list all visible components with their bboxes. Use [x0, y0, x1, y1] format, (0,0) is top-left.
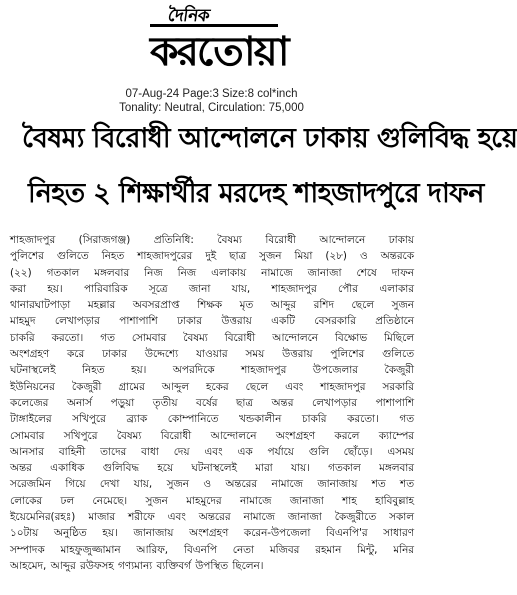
article-line: পুলিশের গুলিতে নিহত শাহজাদপুরের দুই ছাত্র সুজন মিয়া (২৮) ও অন্তরকে: [10, 250, 414, 263]
article-line: ১০টায় অনুষ্ঠিত হয়। জানাজায় অংশগ্রহণ করেন-উপজেলা বিএনপি'র সাধারণ: [10, 527, 414, 540]
masthead-large-title: করতোয়া: [150, 29, 288, 75]
article-line: ইয়েমেনির(রহঃ) মাজার শরীফে এবং অন্তরের নামাজে জানাজা কৈজুরীতে সকাল: [10, 511, 414, 524]
clipping-date-page-size: 07-Aug-24 Page:3 Size:8 col*inch: [125, 88, 298, 100]
masthead: [0, 4, 423, 80]
article-line: টাঙ্গাইলের সখিপুরে ব্র্যাক কোম্পানিতে খন্ডকালীন চাকরি করতো। গত: [10, 413, 414, 426]
article-line: মাহমুদ লেখাপড়ার পাশাপাশি ঢাকার উত্তরায় একটি বেসরকারি প্রতিষ্ঠানে: [10, 315, 414, 328]
article-line: আহমেদ, আব্দুর রউফসহ গণ্যমান্য ব্যক্তিবর্গ উপস্থিত ছিলেন।: [10, 559, 264, 572]
article-body: [10, 232, 414, 574]
article-line: সরেজমিন গিয়ে দেখা যায়, সুজন ও অন্তরের নামাজে জানাজায় শত শত: [10, 478, 414, 491]
article-line: অংশগ্রহণ করে ঢাকার উদ্দেশ্যে যাওয়ার সময় উত্তরায় পুলিশের গুলিতে: [10, 348, 414, 361]
article-line: ঘটনাস্থলেই নিহত হয়। অপরদিকে শাহজাদপুর উপজেলার কৈজুরী: [10, 364, 414, 377]
clipping-tonality-circulation: Tonality: Neutral, Circulation: 75,000: [119, 102, 304, 114]
article-line: থানারঘাটপাড়া মহল্লার অবসরপ্রাপ্ত শিক্ষক মৃত আব্দুর রশিদ ছেলে সুজন: [10, 299, 414, 312]
masthead-small-title: দৈনিক: [166, 6, 211, 26]
article-line: আনসার বাহিনী তাদের বাধা দেয় এবং এক পর্যায়ে গুলি ছোঁড়ে। এসময়: [10, 445, 414, 458]
article-line: লোকের ঢল নেমেছে। সুজন মাহমুদের নামাজে জানাজা শাহ হাবিবুল্লাহ: [10, 494, 414, 507]
article-line: (২২) গতকাল মঙ্গলবার নিজ নিজ এলাকায় নামাজে জানাজা শেষে দাফন: [10, 266, 414, 279]
headline-line-1: বৈষম্য বিরোধী আন্দোলনে ঢাকায় গুলিবিদ্ধ হয়ে: [22, 123, 517, 154]
article-line: চাকরি করতো। গত সোমবার বৈষম্য বিরোধী আন্দোলনে বিক্ষোভ মিছিলে: [10, 331, 414, 344]
article-line: শাহজাদপুর (সিরাজগঞ্জ) প্রতিনিধি: বৈষম্য বিরোধী আন্দোলনে ঢাকায়: [10, 234, 414, 246]
article-line: অন্তর একাধিক গুলিবিদ্ধ হয়ে ঘটনাস্থলেই মারা যায়। গতকাল মঙ্গলবার: [10, 462, 414, 475]
article-line: ইউনিয়নের কৈজুরী গ্রামের আব্দুল হকের ছেলে এবং শাহজাদপুর সরকারি: [10, 380, 414, 393]
article-line: করা হয়। পারিবারিক সূত্রে জানা যায়, শাহজাদপুর পৌর এলাকার: [10, 282, 414, 295]
article-line: কলেজের অনার্স পড়ুয়া তৃতীয় বর্ষের ছাত্র অন্তর লেখাপড়ার পাশাপাশি: [10, 396, 414, 409]
headline-line-2: নিহত ২ শিক্ষার্থীর মরদেহ শাহজাদপুরে দাফন: [28, 178, 484, 209]
article-line: সোমবার সখিপুরে বৈষম্য বিরোধী আন্দোলনে অংশগ্রহণ করলে ক্যাম্পের: [10, 429, 414, 442]
article-line: সম্পাদক মাহফুজুজ্জামান আরিফ, বিএনপি নেতা মজিবর রহমান মিন্টু, মনির: [10, 543, 414, 556]
